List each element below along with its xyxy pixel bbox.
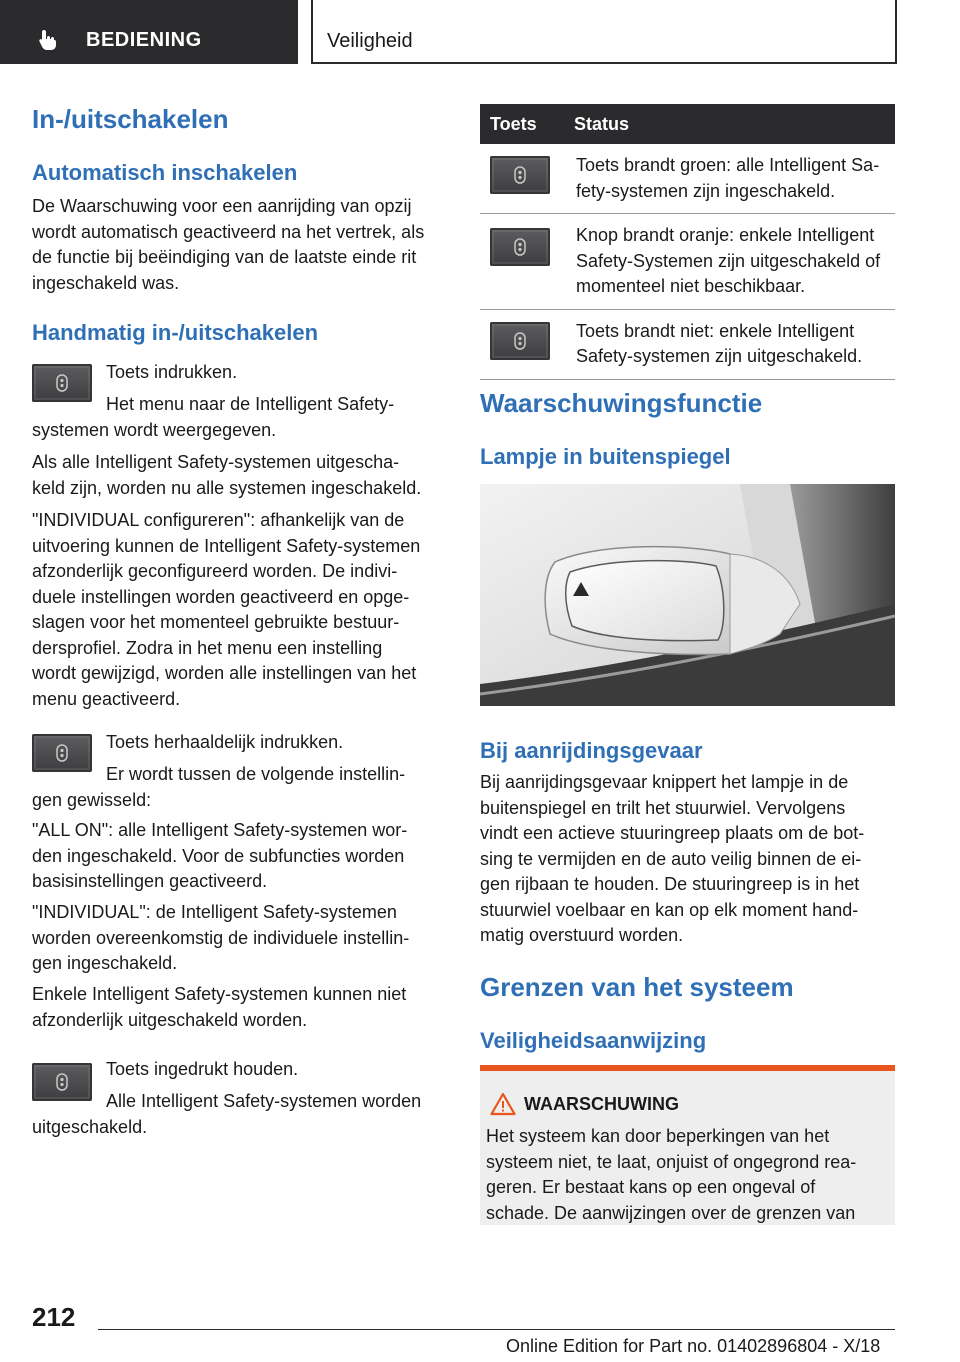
warning-triangle-icon xyxy=(490,1092,516,1116)
step3-text-line1: Alle Intelligent Safety-systemen worden xyxy=(106,1091,422,1111)
heading-system-limits: Grenzen van het systeem xyxy=(480,972,794,1002)
chapter-label: Veiligheid xyxy=(327,30,413,52)
warning-paragraph: Het systeem kan door beperkingen van het systeem niet, te laat, onjuist of ongegrond rea- geren. Er bestaat kans op een ongeval of schade. De aanwijzingen over de grenzen van xyxy=(486,1126,857,1223)
page-number: 212 xyxy=(32,1302,76,1332)
step2-paragraph2: "ALL ON": alle Intelligent Safety-systemen wor- den ingeschakeld. Voor de subfuncties worden basisinstellingen geactiveerd. xyxy=(32,820,408,891)
chapter-tab xyxy=(311,0,897,64)
intelligent-safety-icon xyxy=(511,332,529,350)
step2-paragraph3: "INDIVIDUAL": de Intelligent Safety-systemen worden overeenkomstig de individuele instellin- gen ingeschakeld. xyxy=(32,902,410,973)
heading-warning-function: Waarschuwingsfunctie xyxy=(480,388,763,418)
column-header-key: Toets xyxy=(480,104,564,144)
heading-collision-danger: Bij aanrijdingsgevaar xyxy=(480,738,703,763)
table-header-row xyxy=(480,104,895,144)
step3-title: Toets ingedrukt houden. xyxy=(106,1059,299,1079)
safety-key-green-image xyxy=(490,156,550,194)
table-row xyxy=(480,214,895,310)
section-tab xyxy=(0,0,298,64)
intelligent-safety-icon xyxy=(511,166,529,184)
step1-text-line1: Het menu naar de Intelligent Safety- xyxy=(106,394,395,414)
heading-automatic: Automatisch inschakelen xyxy=(32,160,298,185)
intelligent-safety-icon xyxy=(53,744,71,762)
step2-paragraph4: Enkele Intelligent Safety-systemen kunnen niet afzonderlijk uitgeschakeld worden. xyxy=(32,984,407,1030)
table-row xyxy=(480,144,895,214)
mirror-illustration xyxy=(480,484,895,706)
step1-title: Toets indrukken. xyxy=(106,362,238,382)
intelligent-safety-icon xyxy=(53,374,71,392)
table-cell-status: Toets brandt niet: enkele Intelligent Safety-systemen zijn uitgeschakeld. xyxy=(564,309,895,379)
heading-safety-notice: Veiligheidsaanwijzing xyxy=(480,1028,707,1053)
side-mirror-image xyxy=(480,484,895,706)
safety-key-image xyxy=(32,734,92,772)
auto-paragraph: De Waarschuwing voor een aanrijding van opzij wordt automatisch geactiveerd na het vertrek, als de functie bij beëindiging van de laatste einde rit ingeschakeld was. xyxy=(32,196,425,293)
table-cell-status: Toets brandt groen: alle Intelligent Sa- fety-systemen zijn ingeschakeld. xyxy=(564,144,895,214)
step2-text-line2: gen gewisseld: xyxy=(32,790,152,810)
footer-divider xyxy=(98,1329,895,1330)
safety-key-off-image xyxy=(490,322,550,360)
step2-title: Toets herhaaldelijk indrukken. xyxy=(106,732,344,752)
heading-manual: Handmatig in-/uitschakelen xyxy=(32,320,319,345)
table-cell-key xyxy=(480,144,564,214)
table-cell-key xyxy=(480,309,564,379)
section-label: BEDIENING xyxy=(86,29,202,51)
heading-lamp-mirror: Lampje in buitenspiegel xyxy=(480,444,731,469)
intelligent-safety-icon xyxy=(511,238,529,256)
step2-text-line1: Er wordt tussen de volgende instellin- xyxy=(106,764,406,784)
warning-title: WAARSCHUWING xyxy=(524,1094,679,1114)
step1-paragraph2: Als alle Intelligent Safety-systemen uitgescha- keld zijn, worden nu alle systemen ingeschakeld. xyxy=(32,452,422,498)
column-header-status: Status xyxy=(564,104,895,144)
table-cell-status: Knop brandt oranje: enkele Intelligent Safety-Systemen zijn uitgeschakeld of momenteel niet beschikbaar. xyxy=(564,214,895,310)
step1-paragraph3: "INDIVIDUAL configureren": afhankelijk van de uitvoering kunnen de Intelligent Safety-systemen afzonderlijk geconfigureerd worden. De indivi- duele instellingen worden geactiveerd en opge- slagen voor het momenteel gebruikte bestuur- dersprofiel. Zodra in het menu een instelling wordt gewijzigd, worden alle instellingen van het menu geactiveerd. xyxy=(32,510,421,709)
heading-on-off: In-/uitschakelen xyxy=(32,104,229,134)
hand-pointer-icon xyxy=(36,28,60,52)
status-table xyxy=(480,104,895,380)
safety-key-image xyxy=(32,364,92,402)
table-cell-key xyxy=(480,214,564,310)
footer-edition: Online Edition for Part no. 01402896804 - X/18 xyxy=(506,1336,881,1356)
safety-key-orange-image xyxy=(490,228,550,266)
page-header xyxy=(0,0,960,66)
danger-paragraph: Bij aanrijdingsgevaar knippert het lampje in de buitenspiegel en trilt het stuurwiel. Vervolgens vindt een actieve stuuringreep plaats om de bot- sing te vermijden en de auto veilig binnen de ei- gen rijbaan te houden. De stuuringreep is in het stuurwiel voelbaar en kan op elk moment hand- matig overstuurd worden. xyxy=(480,772,865,945)
step3-text-line2: uitgeschakeld. xyxy=(32,1117,148,1137)
step1-text-line2: systemen wordt weergegeven. xyxy=(32,420,277,440)
table-row xyxy=(480,309,895,379)
safety-key-image xyxy=(32,1063,92,1101)
intelligent-safety-icon xyxy=(53,1073,71,1091)
